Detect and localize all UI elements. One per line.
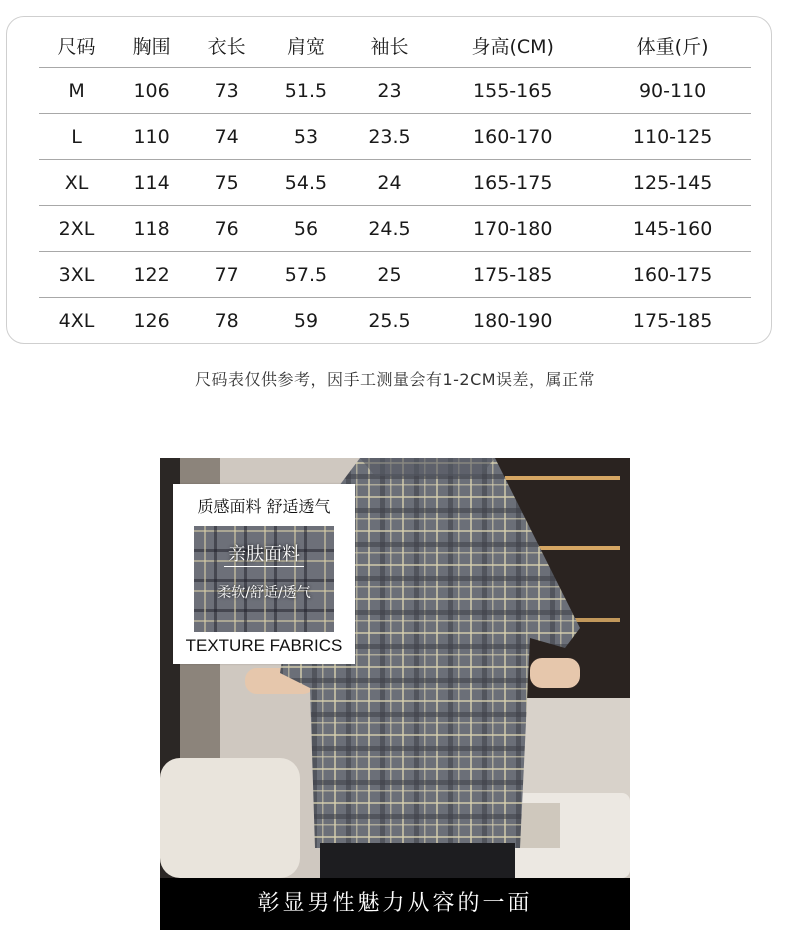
swatch-divider xyxy=(224,566,304,567)
fabric-caption: TEXTURE FABRICS xyxy=(185,636,343,655)
cell-sleeve: 25.5 xyxy=(348,298,432,344)
size-table xyxy=(39,23,751,343)
cell-size: L xyxy=(39,114,114,160)
cell-shoulder: 59 xyxy=(264,298,348,344)
table-row xyxy=(39,114,751,160)
header-chest: 胸围 xyxy=(132,35,171,58)
cell-size: M xyxy=(39,68,114,114)
cell-height: 180-190 xyxy=(431,298,594,344)
cell-length: 73 xyxy=(189,68,264,114)
cell-shoulder: 57.5 xyxy=(264,252,348,298)
cell-shoulder: 54.5 xyxy=(264,160,348,206)
cell-height: 175-185 xyxy=(431,252,594,298)
photo-caption-banner: 彰显男性魅力从容的一面 xyxy=(160,878,630,930)
cell-chest: 122 xyxy=(114,252,189,298)
cell-size: 4XL xyxy=(39,298,114,344)
cell-sleeve: 24.5 xyxy=(348,206,432,252)
header-height: 身高(CM) xyxy=(471,35,554,58)
cell-chest: 114 xyxy=(114,160,189,206)
cell-shoulder: 53 xyxy=(264,114,348,160)
cell-weight: 175-185 xyxy=(594,298,751,344)
size-chart-card xyxy=(6,16,772,344)
cell-chest: 106 xyxy=(114,68,189,114)
fabric-heading: 质感面料 舒适透气 xyxy=(197,497,331,516)
swatch-subtitle: 柔软/舒适/透气 xyxy=(217,585,311,601)
fabric-swatch xyxy=(194,526,334,632)
cell-weight: 145-160 xyxy=(594,206,751,252)
cell-length: 75 xyxy=(189,160,264,206)
cell-size: 3XL xyxy=(39,252,114,298)
header-length: 衣长 xyxy=(207,35,246,58)
product-photo xyxy=(160,458,630,930)
cell-chest: 126 xyxy=(114,298,189,344)
size-disclaimer: 尺码表仅供参考，因手工测量会有1-2CM误差，属正常 xyxy=(194,370,596,389)
cell-size: XL xyxy=(39,160,114,206)
table-row xyxy=(39,206,751,252)
swatch-title: 亲肤面料 xyxy=(228,544,300,565)
cell-length: 78 xyxy=(189,298,264,344)
cell-weight: 110-125 xyxy=(594,114,751,160)
cell-sleeve: 23 xyxy=(348,68,432,114)
cell-height: 170-180 xyxy=(431,206,594,252)
cell-length: 76 xyxy=(189,206,264,252)
header-size: 尺码 xyxy=(57,35,96,58)
header-sleeve: 袖长 xyxy=(370,35,409,58)
cell-sleeve: 24 xyxy=(348,160,432,206)
table-header-row xyxy=(39,23,751,68)
cell-size: 2XL xyxy=(39,206,114,252)
cell-shoulder: 51.5 xyxy=(264,68,348,114)
table-row xyxy=(39,252,751,298)
cell-length: 77 xyxy=(189,252,264,298)
table-row xyxy=(39,160,751,206)
cell-weight: 125-145 xyxy=(594,160,751,206)
cell-sleeve: 25 xyxy=(348,252,432,298)
cell-weight: 160-175 xyxy=(594,252,751,298)
cell-length: 74 xyxy=(189,114,264,160)
table-row xyxy=(39,298,751,344)
cell-height: 165-175 xyxy=(431,160,594,206)
header-shoulder: 肩宽 xyxy=(286,35,325,58)
cell-shoulder: 56 xyxy=(264,206,348,252)
table-row xyxy=(39,68,751,114)
cell-weight: 90-110 xyxy=(594,68,751,114)
cell-height: 160-170 xyxy=(431,114,594,160)
cell-height: 155-165 xyxy=(431,68,594,114)
header-weight: 体重(斤) xyxy=(636,35,709,58)
cell-sleeve: 23.5 xyxy=(348,114,432,160)
fabric-feature-card xyxy=(173,484,355,664)
cell-chest: 110 xyxy=(114,114,189,160)
cell-chest: 118 xyxy=(114,206,189,252)
